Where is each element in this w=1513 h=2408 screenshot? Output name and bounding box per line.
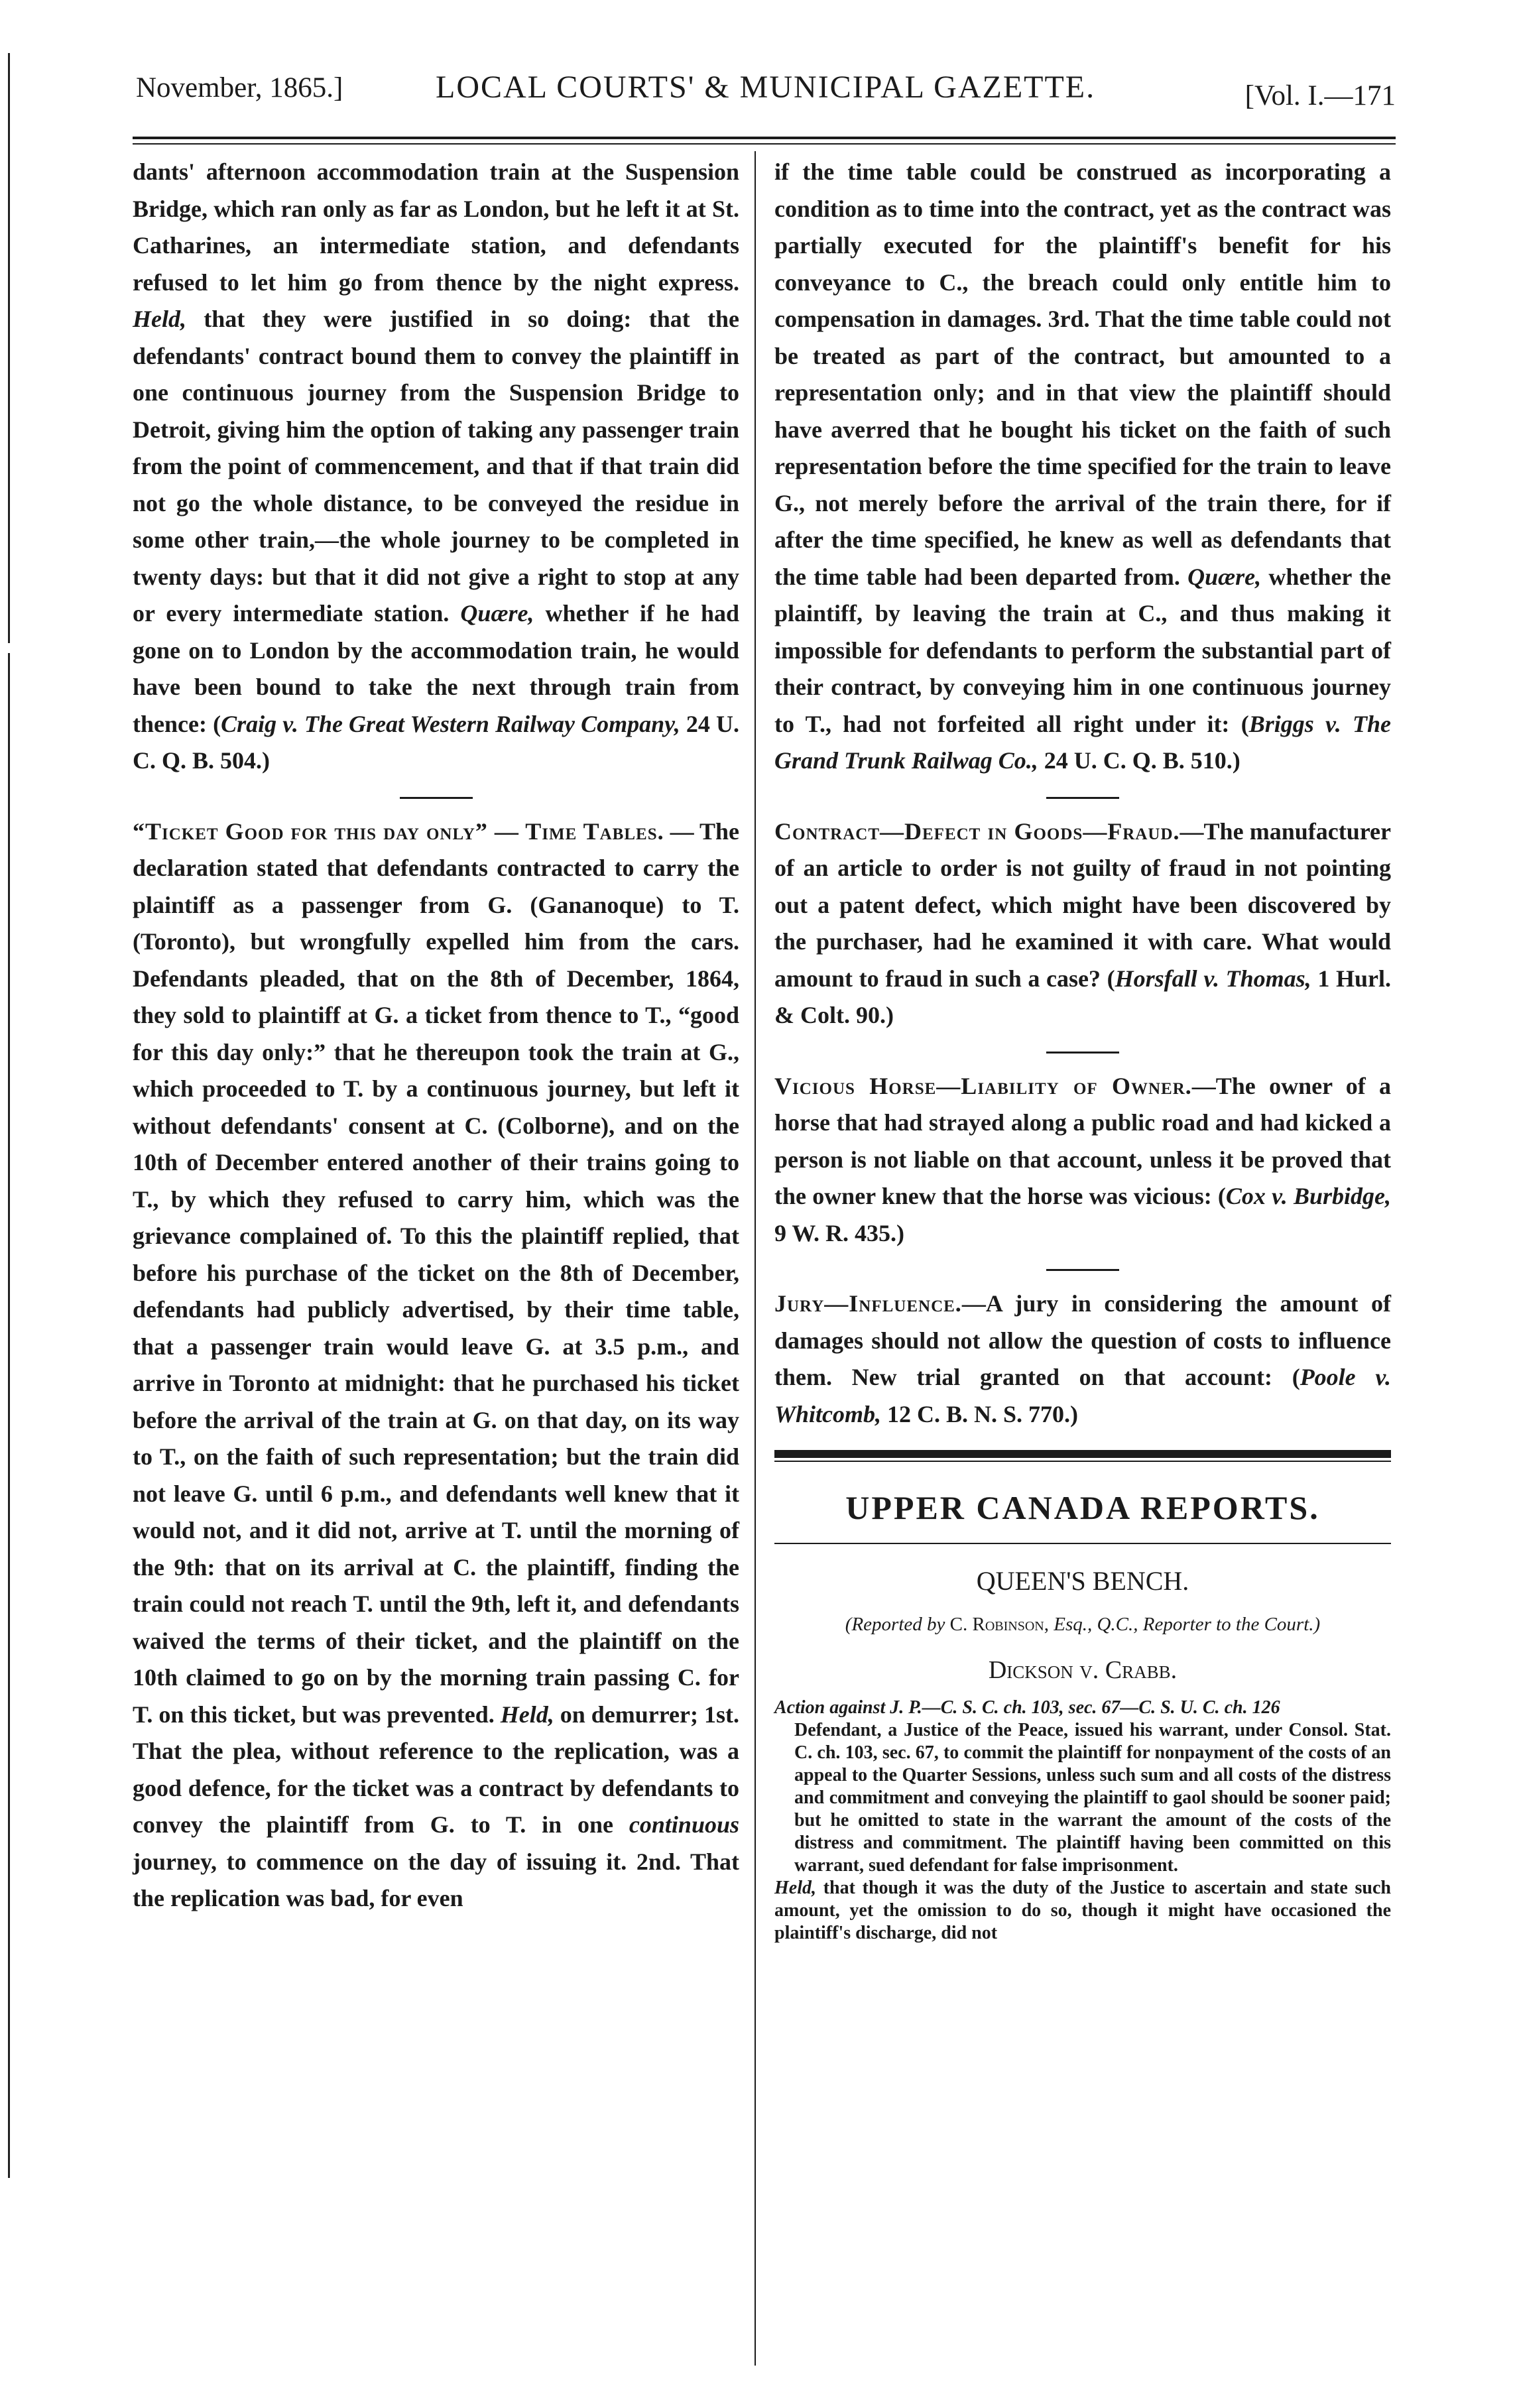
case-note-craig [133,154,739,780]
case-summary [774,1719,1391,1877]
running-head [136,66,1396,119]
action-line [774,1697,1391,1719]
note-heading: “Ticket Good for this day only” — Time Tables. [133,817,664,845]
action-text: Action against J. P.—C. S. C. ch. 103, sec. 67—C. S. U. C. ch. 126 [774,1697,1280,1718]
case-note-horse [774,1068,1391,1252]
text-run: —The manufacturer of an article to order is not guilty of fraud in not pointing out a patent defect, which might have been discovered by the purchaser, had he examined it with care. What would amount to fraud in such a case? ( [774,817,1391,992]
text-run: 24 U. C. Q. B. 510.) [1038,747,1241,774]
section-separator [1046,1052,1119,1054]
text-run: Defendant, a Justice of the Peace, issued his warrant, under Consol. Stat. C. ch. 103, sec. 67, to commit the plaintiff for nonpayment of the costs of an appeal to the Quarter Sessions, unless such sum and all costs of the distress and commitment and conveying the plaintiff to gaol should be sooner paid; but he omitted to state in the warrant the amount of the costs of the distress and commitment. The plaintiff having been committed on this warrant, sued defendant for false imprisonment. [794,1720,1391,1876]
case-note-ticket-continued [774,154,1391,780]
case-citation: Craig v. The Great Western Railway Company, [221,710,680,737]
case-citation: Briggs v. The Grand Trunk Railwag Co., [774,710,1391,774]
text-run: 1 Hurl. & Colt. 90.) [774,965,1391,1028]
case-citation: Horsfall v. Thomas, [1115,965,1311,992]
text-run: whether if he had gone on to London by the accommodation train, he would have been bound to take the next through train from thence: ( [133,600,739,737]
right-column [774,154,1391,1945]
held-label: Held, [133,306,186,332]
reporter-line [774,1614,1391,1636]
text-run: (Reported by [845,1614,950,1635]
note-heading: Jury—Influence. [774,1290,962,1317]
text-run: Esq., Q.C., Reporter to the Court.) [1048,1614,1321,1635]
note-heading: Contract—Defect in Goods—Fraud. [774,817,1180,845]
section-separator [400,797,473,799]
text-run: journey, to commence on the day of issuing it. 2nd. That the replication was bad, for even [133,1848,739,1911]
case-held [774,1877,1391,1945]
column-divider [755,151,756,2366]
header-rule [133,143,1396,145]
italic-word: continuous [629,1811,739,1838]
header-rule [133,137,1396,139]
text-run: 24 U. C. Q. B. 504.) [133,710,739,774]
text-run: 9 W. R. 435.) [774,1219,905,1246]
case-note-ticket [133,813,739,1917]
note-heading: Vicious Horse—Liability of Owner. [774,1072,1192,1099]
case-citation: Poole v. Whitcomb, [774,1364,1391,1427]
held-label: Held, [774,1878,816,1898]
case-citation: Cox v. Burbidge, [1225,1183,1391,1209]
binding-mark [8,53,10,643]
case-title: Dickson v. Crabb. [988,1656,1178,1684]
text-run: on demurrer; 1st. That the plea, without reference to the replication, was a good defence, for the ticket was a contract by defendants to convey the plaintiff from G. to T. in one [133,1701,739,1838]
quaere-label: Quære, [1187,563,1262,590]
header-date: November, 1865.] [136,72,343,103]
case-note-fraud [774,813,1391,1034]
text-run: that though it was the duty of the Justice to ascertain and state such amount, yet the omission to do so, though it might have occasioned the plaintiff's discharge, did not [774,1878,1391,1943]
left-column [133,154,739,1917]
section-title: UPPER CANADA REPORTS. [845,1489,1320,1526]
header-title: LOCAL COURTS' & MUNICIPAL GAZETTE. [436,70,1096,105]
text-run: dants' afternoon accommodation train at the Suspension Bridge, which ran only as far as London, but he left it at St. Catharines, an intermediate station, and defendants refused to let him go from thence by the night express. [133,158,739,296]
binding-mark [8,653,10,2178]
text-run: 12 C. B. N. S. 770.) [881,1400,1079,1427]
header-volume-page: [Vol. I.—171 [1244,80,1396,111]
case-note-jury [774,1286,1391,1433]
text-run: — The declaration stated that defendants contracted to carry the plaintiff as a passenger from G. (Gananoque) to T. (Toronto), but wrongfully expelled him from the cars. Defendants pleaded, that on the 8th of December, 1864, they sold to plaintiff at G. a ticket from thence to T., “good for this day only:” that he thereupon took the train at G., which proceeded to T. by a continuous journey, but left it without defendants' consent at C. (Colborne), and on the 10th of December entered another of their trains going to T., by which they refused to carry him, which was the grievance complained of. To this the plaintiff replied, that before his purchase of the ticket on the 8th of December, defendants had publicly advertised, by their time table, that a passenger train would leave G. at 3.5 p.m., and arrive in Toronto at midnight: that he purchased his ticket before the arrival of the train at G. on that day, on its way to T., on the faith of such representation; but the train did not leave G. until 6 p.m., and defendants well knew that it would not, and it did not, arrive at T. until the morning of the 9th: that on its arrival at C. the plaintiff, finding the train could not reach T. until the 9th, left it, and defendants waived the terms of their ticket, and the plaintiff on the 10th claimed to go on by the morning train passing C. for T. on this ticket, but was prevented. [133,817,739,1728]
reporter-name: C. Robinson, [949,1614,1049,1635]
text-run: —The owner of a horse that had strayed along a public road and had kicked a person is not liable on that account, unless it be proved that the owner knew that the horse was vicious: ( [774,1072,1391,1209]
section-separator [1046,1269,1119,1271]
section-rule-thin [774,1461,1391,1462]
section-separator [1046,797,1119,799]
court-title: QUEEN'S BENCH. [976,1566,1189,1596]
text-run: that they were justified in so doing: that the defendants' contract bound them to convey the plaintiff in one continuous journey from the Suspension Bridge to Detroit, giving him the option of taking any passenger train from the point of commencement, and that if that train did not go the whole distance, to be conveyed the residue in some other train,—the whole journey to be completed in twenty days: but that it did not give a right to stop at any or every intermediate station. [133,306,739,627]
text-run: —A jury in considering the amount of damages should not allow the question of costs to influence them. New trial granted on that account: ( [774,1290,1391,1390]
section-rule [774,1543,1391,1544]
section-rule-thick [774,1450,1391,1458]
text-run: if the time table could be construed as incorporating a condition as to time into the contract, yet as the contract was partially executed for the plaintiff's benefit for his conveyance to C., the breach could only entitle him to compensation in damages. 3rd. That the time table could not be treated as part of the contract, but amounted to a representation only; and in that view the plaintiff should have averred that he bought his ticket on the faith of such representation before the time specified for the train to leave G., not merely before the arrival of the train there, for if after the time specified, he knew as well as defendants that the time table had been departed from. [774,158,1391,590]
text-run: whether the plaintiff, by leaving the train at C., and thus making it impossible for defendants to perform the substantial part of their contract, by conveying him in one continuous journey to T., had not forfeited all right under it: ( [774,563,1391,737]
quaere-label: Quære, [460,600,534,627]
held-label: Held, [500,1701,554,1728]
